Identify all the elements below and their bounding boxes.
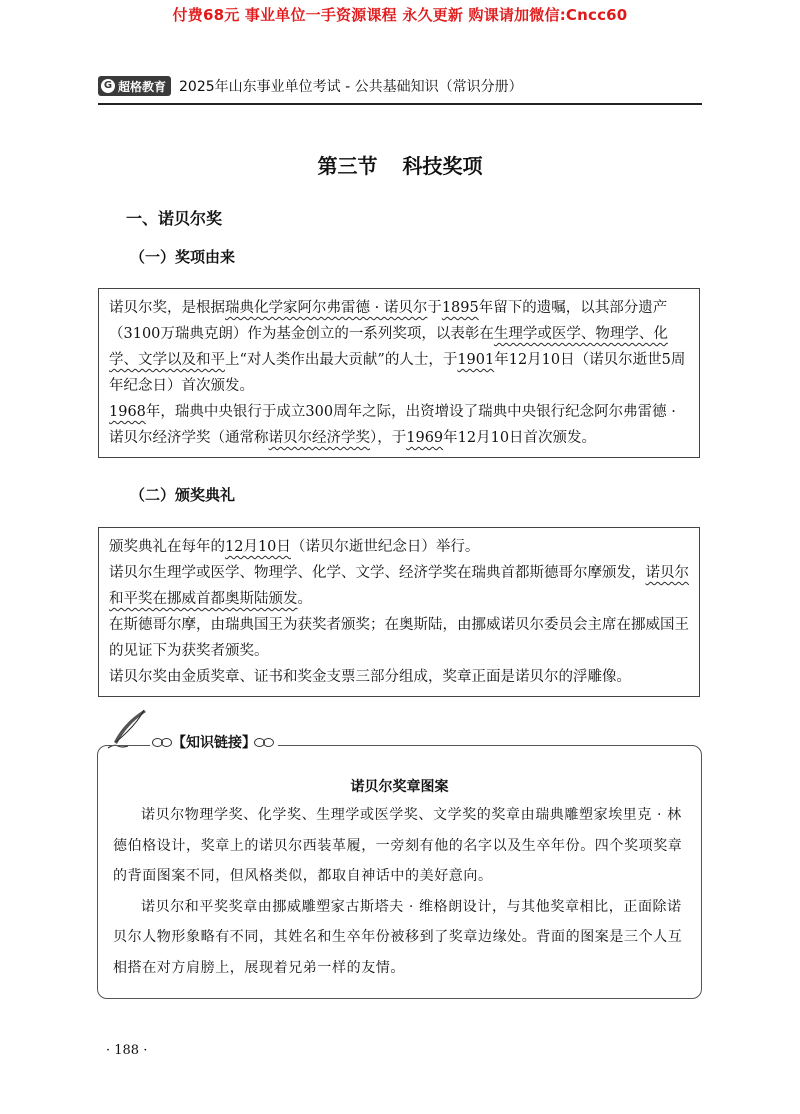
- origin-paragraph-1: 诺贝尔奖，是根据瑞典化学家阿尔弗雷德 · 诺贝尔于1895年留下的遗嘱，以其部分遗产（3100万瑞典克朗）作为基金创立的一系列奖项，以表彰在生理学或医学、物理学、化学、文学以及和平上“对人类作出最大贡献”的人士，于1901年12月10日（诺贝尔逝世5周年纪念日）首次颁发。: [109, 300, 686, 394]
- knowledge-link-tab: [150, 732, 278, 752]
- logo-text: 超格教育: [118, 79, 167, 94]
- heading-ceremony: （二）颁奖典礼: [130, 486, 236, 504]
- origin-box: [98, 288, 700, 458]
- promo-banner: 付费68元 事业单位一手资源课程 永久更新 购课请加微信:Cncc60: [172, 6, 628, 24]
- heading-origin: （一）奖项由来: [130, 248, 236, 266]
- chain-icon: [161, 738, 172, 747]
- knowledge-body: [113, 800, 689, 983]
- ceremony-paragraph-1: 颁奖典礼在每年的12月10日（诺贝尔逝世纪念日）举行。: [109, 539, 480, 555]
- chain-icon: [263, 738, 274, 747]
- heading-nobel-prize: 一、诺贝尔奖: [126, 209, 223, 228]
- logo-icon: G: [101, 79, 115, 93]
- page-header: [98, 76, 523, 96]
- ceremony-paragraph-3: 在斯德哥尔摩，由瑞典国王为获奖者颁奖；在奥斯陆，由挪威诺贝尔委员会主席在挪威国王的见证下为获奖者颁奖。: [109, 617, 689, 659]
- knowledge-paragraph-1: 诺贝尔物理学奖、化学奖、生理学或医学奖、文学奖的奖章由瑞典雕塑家埃里克 · 林德伯格设计，奖章上的诺贝尔西装革履，一旁刻有他的名字以及生卒年份。四个奖项奖章的背面图案不同，但风格类似，都取自神话中的美好意向。: [113, 807, 683, 884]
- knowledge-link-label: 【知识链接】: [172, 735, 256, 751]
- ceremony-paragraph-2: 诺贝尔生理学或医学、物理学、化学、文学、经济学奖在瑞典首都斯德哥尔摩颁发，诺贝尔和平奖在挪威首都奥斯陆颁发。: [109, 565, 689, 607]
- ceremony-box: [98, 527, 700, 697]
- header-divider: [98, 103, 702, 105]
- knowledge-title: 诺贝尔奖章图案: [350, 779, 449, 795]
- knowledge-paragraph-2: 诺贝尔和平奖奖章由挪威雕塑家古斯塔夫 · 维格朗设计，与其他奖章相比，正面除诺贝尔人物形象略有不同，其姓名和生卒年份被移到了奖章边缘处。背面的图案是三个人互相搭在对方肩膀上，展现着兄弟一样的友情。: [113, 898, 683, 976]
- header-title: 2025年山东事业单位考试 - 公共基础知识（常识分册）: [179, 79, 523, 95]
- brand-logo: [98, 76, 171, 96]
- ceremony-paragraph-4: 诺贝尔奖由金质奖章、证书和奖金支票三部分组成，奖章正面是诺贝尔的浮雕像。: [109, 669, 631, 685]
- page-number: · 188 ·: [106, 1043, 148, 1058]
- origin-paragraph-2: 1968年，瑞典中央银行于成立300周年之际，出资增设了瑞典中央银行纪念阿尔弗雷德 · 诺贝尔经济学奖（通常称诺贝尔经济学奖），于1969年12月10日首次颁发。: [109, 404, 676, 446]
- section-title: 第三节 科技奖项: [317, 154, 483, 178]
